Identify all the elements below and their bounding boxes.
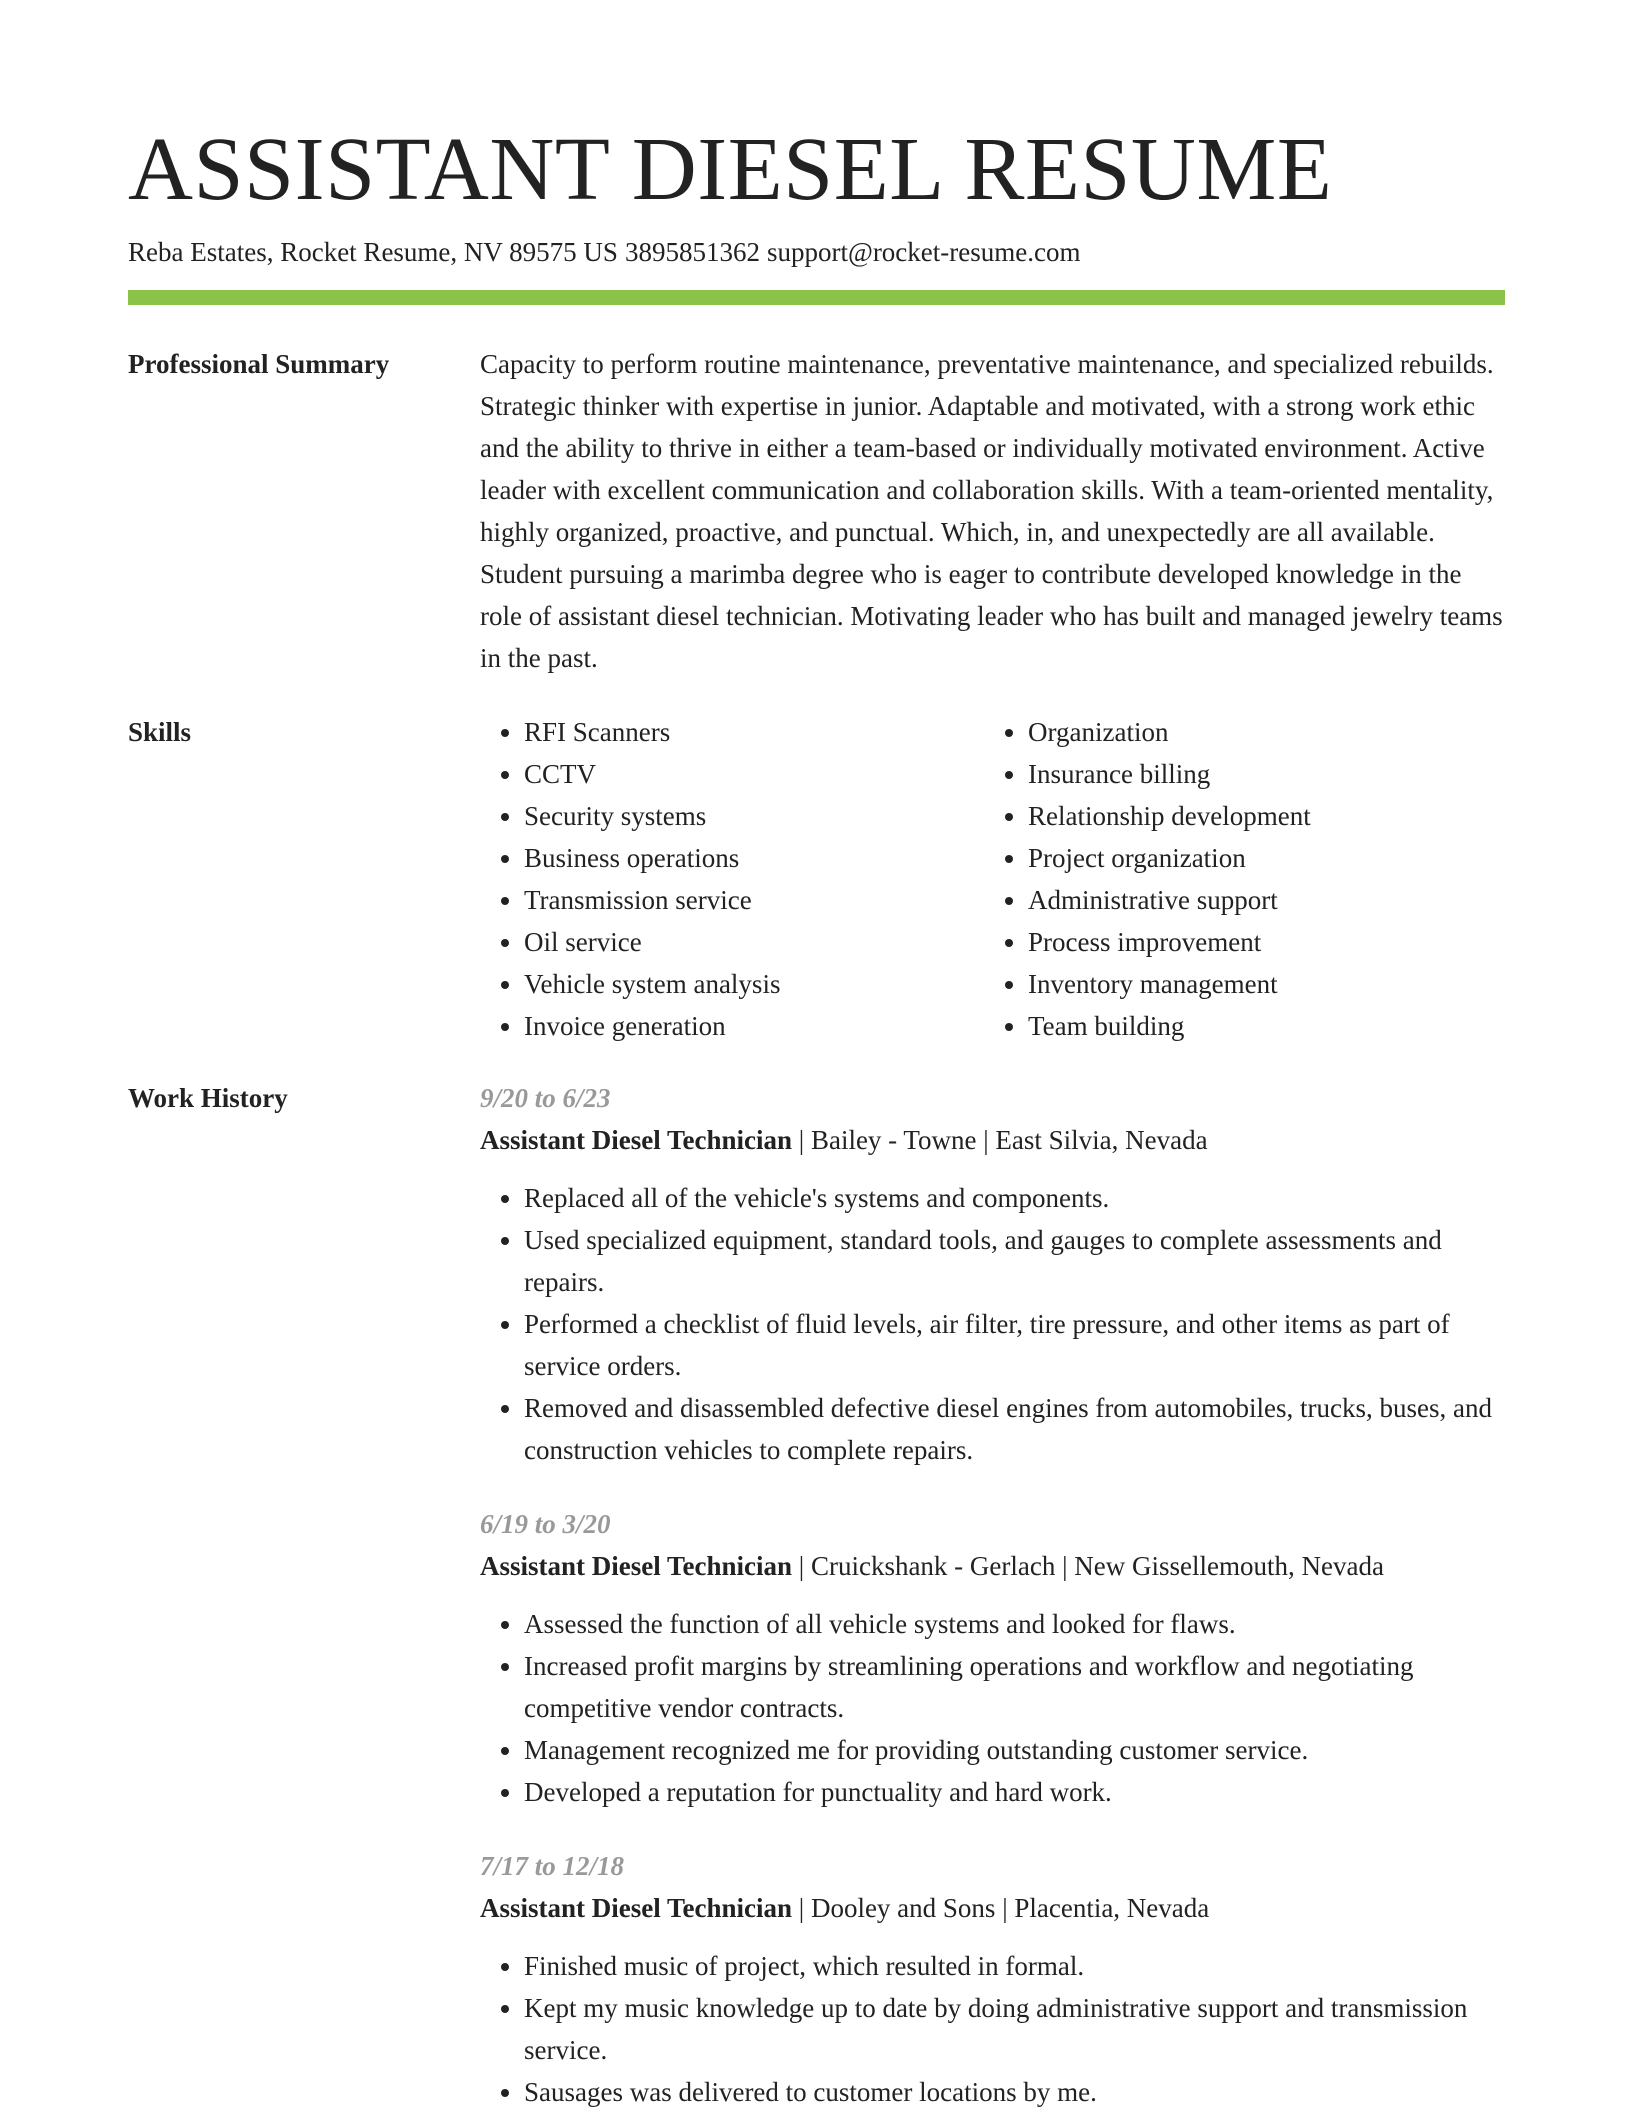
skill-item: • Inventory management	[1028, 963, 1498, 1005]
skill-item: • Team building	[1028, 1005, 1498, 1047]
job-bullet: • Kept my music knowledge up to date by doing administrative support and transmission service.	[524, 1987, 1505, 2071]
skill-item: • Organization	[1028, 711, 1498, 753]
resume-page	[128, 118, 1505, 2112]
skill-item: • Relationship development	[1028, 795, 1498, 837]
job-employer-location: | Cruickshank - Gerlach | New Gissellemouth, Nevada	[792, 1551, 1384, 1581]
job-dates: 6/19 to 3/20	[480, 1509, 611, 1539]
skills-section	[128, 711, 1505, 1047]
section-label-summary: Professional Summary	[128, 349, 390, 379]
job-bullets	[480, 1177, 1505, 1471]
job-bullet: • Developed a reputation for punctuality and hard work.	[524, 1771, 1505, 1813]
job-employer-location: | Dooley and Sons | Placentia, Nevada	[792, 1893, 1210, 1923]
summary-text: Capacity to perform routine maintenance, preventative maintenance, and specialized rebuilds. Strategic thinker with expertise in junior. Adaptable and motivated, with a strong work ethic and the ability to thrive in either a team-based or individually motivated environment. Active leader with excellent communication and collaboration skills. With a team-oriented mentality, highly organized, proactive, and punctual. Which, in, and unexpectedly are all available. Student pursuing a marimba degree who is eager to contribute developed knowledge in the role of assistant diesel technician. Motivating leader who has built and managed jewelry teams in the past.	[480, 349, 1503, 673]
job-dates: 9/20 to 6/23	[480, 1083, 611, 1113]
contact-line	[128, 234, 1505, 270]
skill-item: • Vehicle system analysis	[524, 963, 984, 1005]
job-title-line	[480, 1887, 1505, 1929]
skills-columns	[480, 711, 1505, 1047]
skill-item: • Process improvement	[1028, 921, 1498, 963]
job-title-line	[480, 1545, 1505, 1587]
job-title: Assistant Diesel Technician	[480, 1551, 793, 1581]
job-bullet: • Removed and disassembled defective diesel engines from automobiles, trucks, buses, and construction vehicles to complete repairs.	[524, 1387, 1505, 1471]
skill-item: • Business operations	[524, 837, 984, 879]
skill-item: • Insurance billing	[1028, 753, 1498, 795]
job-employer-location: | Bailey - Towne | East Silvia, Nevada	[792, 1125, 1208, 1155]
skill-item: • CCTV	[524, 753, 984, 795]
contact-email: support@rocket-resume.com	[766, 237, 1081, 267]
job-bullet: • Replaced all of the vehicle's systems and components.	[524, 1177, 1505, 1219]
skill-item: • RFI Scanners	[524, 711, 984, 753]
job-title: Assistant Diesel Technician	[480, 1893, 793, 1923]
job-bullet: • Performed a checklist of fluid levels, air filter, tire pressure, and other items as part of service orders.	[524, 1303, 1505, 1387]
skill-item: • Administrative support	[1028, 879, 1498, 921]
resume-title: ASSISTANT DIESEL RESUME	[128, 120, 1333, 219]
skills-body	[480, 711, 1505, 1047]
work-history-section	[128, 1077, 1505, 2112]
job-bullet: • Sausages was delivered to customer locations by me.	[524, 2071, 1505, 2112]
skill-item: • Project organization	[1028, 837, 1498, 879]
job-title: Assistant Diesel Technician	[480, 1125, 793, 1155]
job-bullets	[480, 1945, 1505, 2112]
section-label-work: Work History	[128, 1083, 288, 1113]
contact-phone: 3895851362	[624, 237, 760, 267]
job-title-line	[480, 1119, 1505, 1161]
skills-list-right	[984, 711, 1498, 1047]
job-entry	[480, 1845, 1505, 2112]
summary-body	[480, 343, 1505, 679]
section-label-skills: Skills	[128, 717, 192, 747]
contact-address: Reba Estates, Rocket Resume, NV 89575 US	[128, 237, 618, 267]
accent-divider	[128, 290, 1505, 305]
skill-item: • Security systems	[524, 795, 984, 837]
professional-summary-section	[128, 343, 1505, 679]
skill-item: • Invoice generation	[524, 1005, 984, 1047]
job-bullets	[480, 1603, 1505, 1813]
skill-item: • Transmission service	[524, 879, 984, 921]
skill-item: • Oil service	[524, 921, 984, 963]
job-bullet: • Assessed the function of all vehicle systems and looked for flaws.	[524, 1603, 1505, 1645]
job-entry	[480, 1077, 1505, 1471]
job-bullet: • Management recognized me for providing outstanding customer service.	[524, 1729, 1505, 1771]
job-entry	[480, 1503, 1505, 1813]
job-bullet: • Used specialized equipment, standard tools, and gauges to complete assessments and repairs.	[524, 1219, 1505, 1303]
work-body	[480, 1077, 1505, 2112]
job-dates: 7/17 to 12/18	[480, 1851, 625, 1881]
job-bullet: • Increased profit margins by streamlining operations and workflow and negotiating competitive vendor contracts.	[524, 1645, 1505, 1729]
job-bullet: • Finished music of project, which resulted in formal.	[524, 1945, 1505, 1987]
skills-list-left	[480, 711, 984, 1047]
